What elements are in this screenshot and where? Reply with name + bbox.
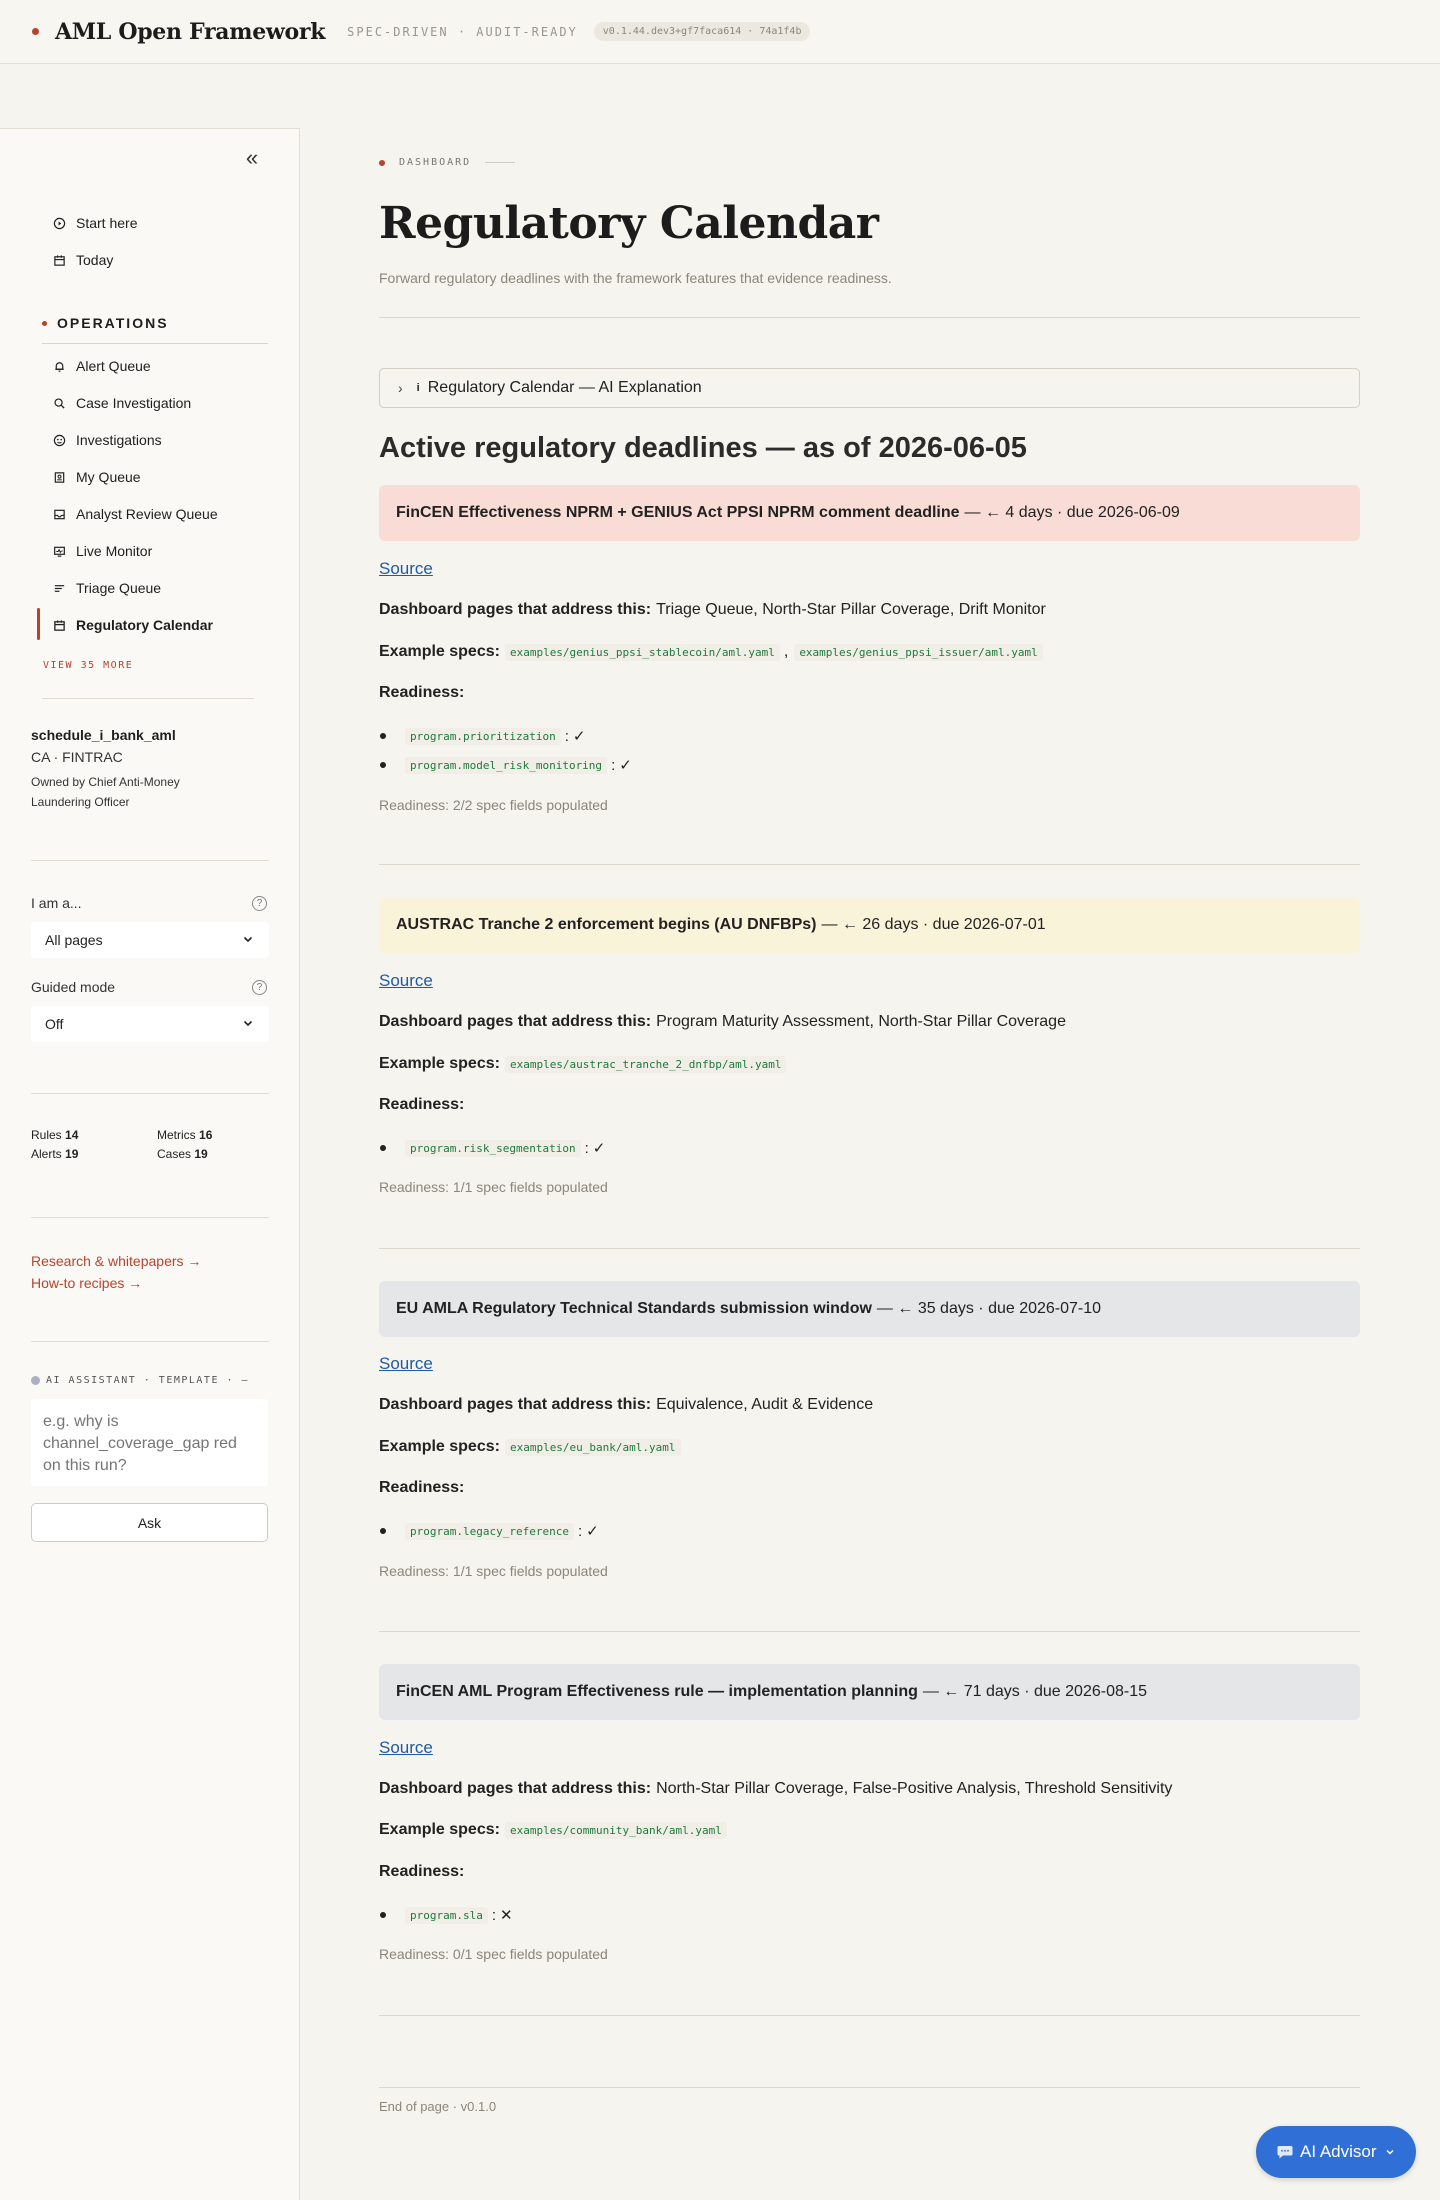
- bullet-dot: [380, 1145, 386, 1151]
- top-bar: [0, 0, 1440, 64]
- page-title: Regulatory Calendar: [379, 198, 879, 249]
- spec-path[interactable]: examples/austrac_tranche_2_dnfbp/aml.yaml: [505, 1056, 787, 1073]
- divider: [379, 2015, 1360, 2016]
- bell-icon: [52, 359, 66, 373]
- ai-advisor-button[interactable]: [1256, 2126, 1416, 2178]
- tenant-owner: Owned by Chief Anti-Money Laundering Officer: [31, 775, 180, 809]
- expander-label: Regulatory Calendar — AI Explanation: [427, 379, 702, 396]
- lines-icon: [52, 581, 66, 595]
- deadline-when: — ← 26 days · due 2026-07-01: [821, 916, 1046, 933]
- divider: [31, 1341, 269, 1342]
- specs-label: Example specs:: [379, 643, 500, 660]
- readiness-summary: Readiness: 2/2 spec fields populated: [379, 797, 608, 813]
- deadline-banner: [379, 897, 1360, 953]
- tenant-meta: CA · FINTRAC: [31, 749, 123, 765]
- bullet-dot: [380, 762, 386, 768]
- info-icon: i: [416, 382, 420, 394]
- example-specs: [379, 1821, 727, 1839]
- brand-dot: [32, 28, 39, 35]
- example-specs: [379, 643, 1043, 661]
- guided-mode-select[interactable]: [31, 1006, 269, 1042]
- active-indicator: [37, 608, 40, 640]
- pages-label: Dashboard pages that address this:: [379, 1013, 652, 1030]
- sidebar-item-regulatory-calendar[interactable]: [52, 615, 213, 635]
- section-divider: [42, 343, 268, 344]
- sidebar-item-alert-queue[interactable]: [52, 356, 151, 376]
- list-item: [380, 1906, 513, 1924]
- deadline-title: AUSTRAC Tranche 2 enforcement begins (AU DNFBPs): [396, 916, 817, 933]
- field-name: program.sla: [405, 1907, 488, 1924]
- sidebar-item-my-queue[interactable]: [52, 467, 141, 487]
- spec-path[interactable]: examples/eu_bank/aml.yaml: [505, 1439, 681, 1456]
- bullet-dot: [380, 1528, 386, 1534]
- readiness-heading: [379, 1863, 469, 1881]
- source-link[interactable]: Source: [379, 1354, 433, 1373]
- ai-question-input[interactable]: [31, 1399, 268, 1486]
- spec-path[interactable]: examples/genius_ppsi_stablecoin/aml.yaml: [505, 644, 780, 661]
- source-link[interactable]: Source: [379, 559, 433, 578]
- bullet-dot: [380, 1912, 386, 1918]
- divider: [31, 1093, 269, 1094]
- research-link[interactable]: Research & whitepapers →: [31, 1253, 202, 1269]
- calendar-icon: [52, 618, 66, 632]
- sidebar-item-label: Case Investigation: [76, 395, 192, 411]
- sidebar-item-analyst-review-queue[interactable]: [52, 504, 218, 524]
- field-sep: :: [584, 1139, 589, 1157]
- breadcrumb-label: DASHBOARD: [399, 157, 472, 168]
- deadline-banner: [379, 1281, 1360, 1337]
- sidebar-item-triage-queue[interactable]: [52, 578, 161, 598]
- breadcrumb-dot: [379, 160, 385, 166]
- divider: [31, 1217, 269, 1218]
- deadline-title: FinCEN Effectiveness NPRM + GENIUS Act PPSI NPRM comment deadline: [396, 504, 960, 521]
- tenant-name: schedule_i_bank_aml: [31, 727, 176, 743]
- chevron-down-icon: [241, 1016, 255, 1030]
- chevron-right-icon: ›: [398, 380, 403, 396]
- deadline-when: — ← 35 days · due 2026-07-10: [876, 1300, 1102, 1317]
- list-item: [380, 1139, 605, 1157]
- readiness-label: Readiness:: [379, 1479, 465, 1496]
- ai-explanation-expander[interactable]: [379, 368, 1360, 408]
- readiness-label: Readiness:: [379, 1096, 465, 1113]
- ai-assistant-label-text: AI ASSISTANT · TEMPLATE · —: [46, 1375, 250, 1386]
- persona-label: I am a...: [31, 895, 82, 911]
- brand-title[interactable]: AML Open Framework: [55, 18, 326, 45]
- example-specs: [379, 1438, 681, 1456]
- readiness-label: Readiness:: [379, 1863, 465, 1880]
- status-dot: [31, 1376, 40, 1385]
- breadcrumb-line: [485, 162, 515, 163]
- readiness-heading: [379, 1096, 469, 1114]
- example-specs: [379, 1055, 786, 1073]
- deadline-when: — ← 71 days · due 2026-08-15: [922, 1683, 1147, 1700]
- field-status: ✓: [586, 1523, 599, 1540]
- readiness-heading: [379, 684, 469, 702]
- list-item: [380, 727, 585, 745]
- source-link[interactable]: Source: [379, 971, 433, 990]
- howto-link[interactable]: How-to recipes →: [31, 1275, 143, 1291]
- play-circle-icon: [52, 216, 66, 230]
- pages-value: Program Maturity Assessment, North-Star Pillar Coverage: [656, 1013, 1066, 1030]
- calendar-icon: [52, 253, 66, 267]
- target-icon: [52, 433, 66, 447]
- spec-path[interactable]: examples/genius_ppsi_issuer/aml.yaml: [794, 644, 1042, 661]
- sidebar: [0, 128, 300, 2200]
- breadcrumb: [379, 157, 515, 168]
- readiness-summary: Readiness: 0/1 spec fields populated: [379, 1946, 608, 1962]
- list-item: [380, 756, 632, 774]
- field-name: program.model_risk_monitoring: [405, 757, 607, 774]
- divider: [379, 2087, 1360, 2088]
- view-more-link[interactable]: VIEW 35 MORE: [43, 660, 134, 671]
- chevron-down-icon: [1385, 2147, 1395, 2157]
- deadline-title: FinCEN AML Program Effectiveness rule — implementation planning: [396, 1683, 918, 1700]
- specs-label: Example specs:: [379, 1821, 500, 1838]
- sidebar-item-label: My Queue: [76, 469, 141, 485]
- sidebar-item-label: Live Monitor: [76, 543, 153, 559]
- readiness-summary: Readiness: 1/1 spec fields populated: [379, 1563, 608, 1579]
- inbox-icon: [52, 507, 66, 521]
- field-sep: :: [611, 756, 616, 774]
- readiness-heading: [379, 1479, 469, 1497]
- sidebar-item-label: Today: [76, 252, 114, 268]
- deadline-banner: [379, 1664, 1360, 1720]
- sidebar-item-label: Triage Queue: [76, 580, 162, 596]
- pages-value: Equivalence, Audit & Evidence: [656, 1396, 874, 1413]
- field-name: program.legacy_reference: [405, 1523, 574, 1540]
- field-name: program.risk_segmentation: [405, 1140, 581, 1157]
- chevron-down-icon: [241, 932, 255, 946]
- stat-alerts: Alerts 19: [31, 1147, 79, 1161]
- dashboard-pages: [379, 601, 1046, 619]
- sidebar-item-label: Regulatory Calendar: [76, 617, 213, 633]
- field-status: ✓: [619, 757, 632, 774]
- divider: [379, 1631, 1360, 1632]
- sidebar-item-case-investigation[interactable]: [52, 393, 191, 413]
- chat-bubble-icon: [1276, 2143, 1294, 2161]
- monitor-icon: [52, 544, 66, 558]
- pages-label: Dashboard pages that address this:: [379, 1396, 652, 1413]
- deadline-banner: [379, 485, 1360, 541]
- guided-mode-select-value: Off: [45, 1016, 64, 1032]
- dashboard-pages: [379, 1780, 1172, 1798]
- field-sep: :: [564, 727, 569, 745]
- guided-mode-label: Guided mode: [31, 979, 116, 995]
- search-icon: [52, 396, 66, 410]
- section-operations: [42, 315, 169, 331]
- tagline: SPEC-DRIVEN · AUDIT-READY: [347, 24, 578, 39]
- ai-assistant-label: [31, 1375, 249, 1386]
- badge-icon: [52, 470, 66, 484]
- readiness-summary: Readiness: 1/1 spec fields populated: [379, 1179, 608, 1195]
- divider: [379, 864, 1360, 865]
- readiness-label: Readiness:: [379, 684, 465, 701]
- sidebar-item-label: Start here: [76, 215, 138, 231]
- persona-select[interactable]: [31, 922, 269, 958]
- field-status: ✓: [572, 728, 586, 745]
- pages-value: North-Star Pillar Coverage, False-Positive Analysis, Threshold Sensitivity: [656, 1780, 1173, 1797]
- help-icon[interactable]: ?: [252, 980, 267, 995]
- help-icon[interactable]: ?: [252, 896, 267, 911]
- section-dot: [42, 321, 47, 326]
- page-subtitle: Forward regulatory deadlines with the framework features that evidence readiness.: [379, 270, 892, 286]
- field-name: program.prioritization: [405, 728, 561, 745]
- field-sep: :: [577, 1522, 583, 1540]
- section-heading: Active regulatory deadlines — as of 2026-06-05: [379, 432, 1027, 464]
- deadline-title: EU AMLA Regulatory Technical Standards submission window: [396, 1300, 872, 1317]
- sidebar-item-label: Alert Queue: [76, 358, 151, 374]
- field-sep: :: [491, 1906, 497, 1924]
- stats-grid: [31, 1128, 267, 1161]
- pages-label: Dashboard pages that address this:: [379, 1780, 652, 1797]
- dashboard-pages: [379, 1396, 873, 1414]
- specs-label: Example specs:: [379, 1438, 500, 1455]
- specs-label: Example specs:: [379, 1055, 500, 1072]
- field-status: ✓: [592, 1140, 606, 1157]
- spec-separator: ,: [783, 643, 789, 660]
- divider: [379, 317, 1360, 318]
- sidebar-item-live-monitor[interactable]: [52, 541, 152, 561]
- source-link[interactable]: Source: [379, 1738, 433, 1757]
- stat-rules: Rules 14: [31, 1128, 79, 1142]
- collapse-sidebar-icon[interactable]: «: [245, 145, 259, 170]
- pages-value: Triage Queue, North-Star Pillar Coverage, Drift Monitor: [656, 601, 1046, 618]
- divider: [42, 698, 254, 699]
- spec-path[interactable]: examples/community_bank/aml.yaml: [505, 1822, 727, 1839]
- ask-button[interactable]: Ask: [31, 1503, 268, 1542]
- sidebar-item-investigations[interactable]: [52, 430, 162, 450]
- divider: [31, 860, 269, 861]
- pages-label: Dashboard pages that address this:: [379, 601, 652, 618]
- deadline-when: — ← 4 days · due 2026-06-09: [964, 504, 1180, 521]
- field-status: ✕: [500, 1907, 513, 1924]
- bullet-dot: [380, 733, 386, 739]
- list-item: [380, 1522, 599, 1540]
- version-badge: v0.1.44.dev3+gf7faca614 · 74a1f4b: [594, 22, 811, 41]
- dashboard-pages: [379, 1013, 1066, 1031]
- sidebar-item-start-here[interactable]: [52, 213, 137, 233]
- section-title: OPERATIONS: [57, 315, 169, 331]
- stat-cases: Cases 19: [157, 1147, 208, 1161]
- page-footer: End of page · v0.1.0: [379, 2099, 497, 2114]
- sidebar-item-label: Analyst Review Queue: [76, 506, 218, 522]
- persona-select-value: All pages: [45, 932, 103, 948]
- ai-advisor-label: AI Advisor: [1300, 2142, 1377, 2161]
- stat-metrics: Metrics 16: [157, 1128, 213, 1142]
- divider: [379, 1248, 1360, 1249]
- sidebar-item-label: Investigations: [76, 432, 162, 448]
- sidebar-item-today[interactable]: [52, 250, 113, 270]
